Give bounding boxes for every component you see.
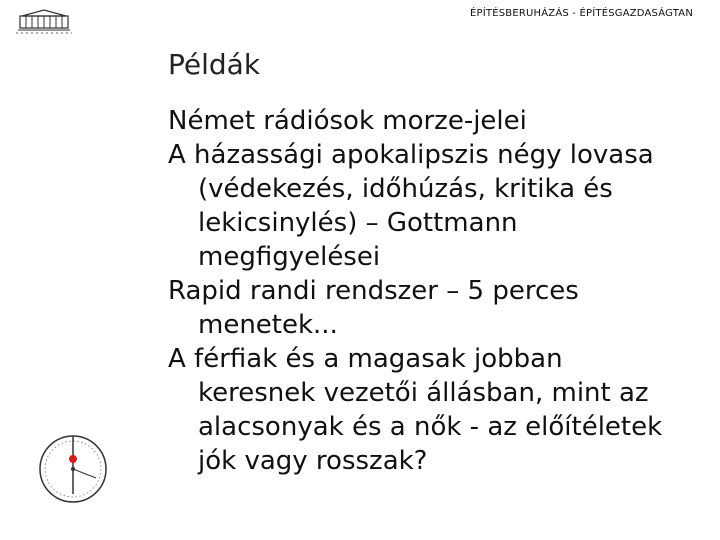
slide-title: Példák bbox=[168, 48, 261, 81]
list-item: Rapid randi rendszer – 5 perces menetek... bbox=[168, 276, 579, 340]
building-logo-icon bbox=[14, 8, 74, 34]
list-item: A házassági apokalipszis négy lovasa (védekezés, időhúzás, kritika és lekicsinylés) – Gottmann megfigyelései bbox=[168, 140, 654, 272]
clock-icon bbox=[36, 432, 110, 506]
course-title: ÉPÍTÉSBERUHÁZÁS - ÉPÍTÉSGAZDASÁGTAN bbox=[470, 8, 694, 19]
bullet-list bbox=[168, 104, 688, 478]
list-item: Német rádiósok morze-jelei bbox=[168, 106, 527, 136]
list-item: A férfiak és a magasak jobban keresnek vezetői állásban, mint az alacsonyak és a nők - az előítéletek jók vagy rosszak? bbox=[168, 344, 663, 476]
